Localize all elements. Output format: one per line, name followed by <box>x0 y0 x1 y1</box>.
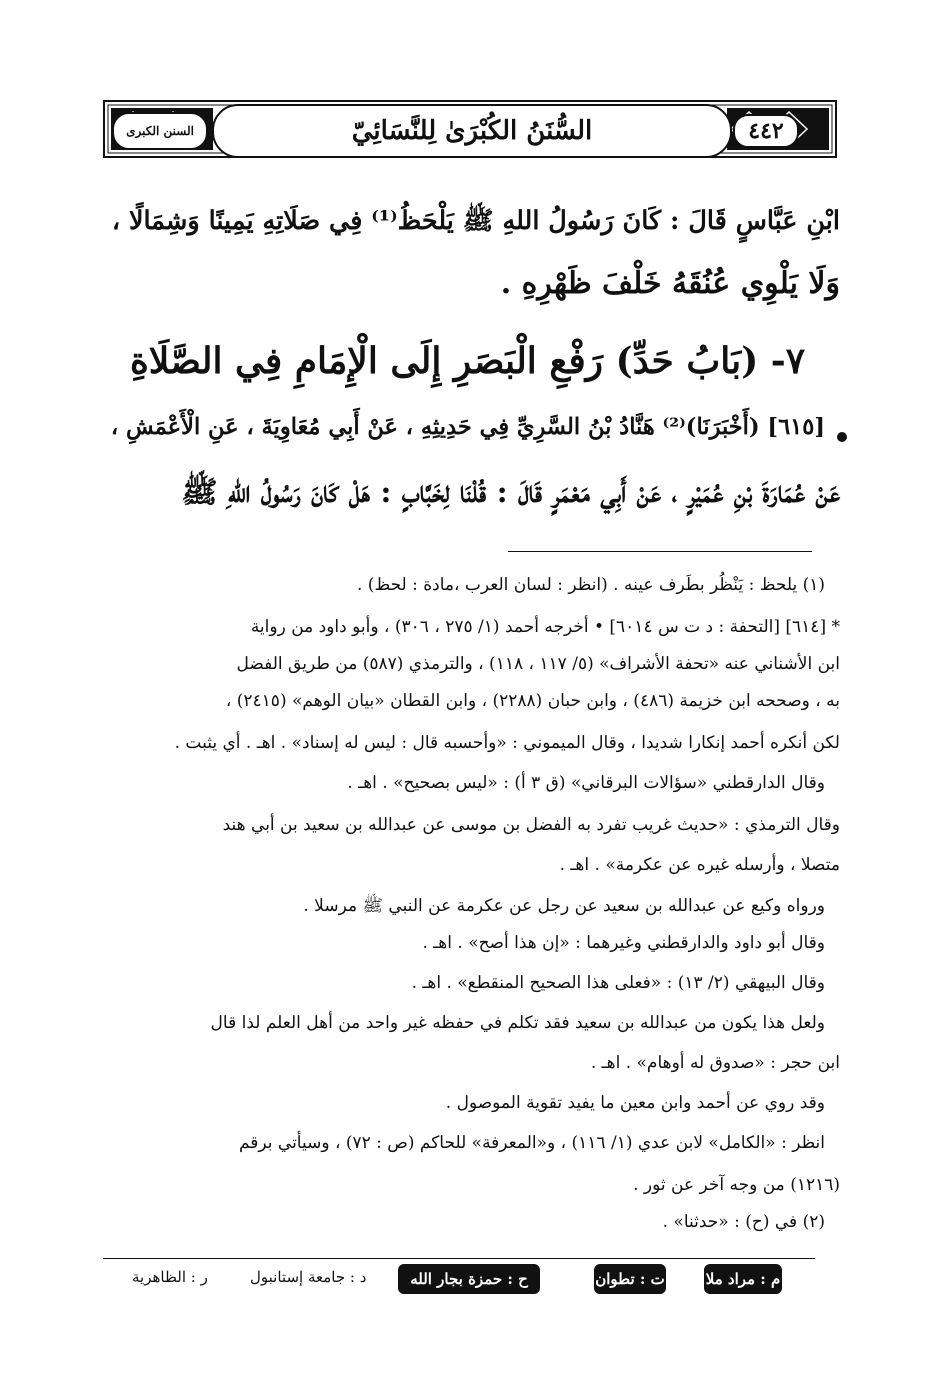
footnote-line: (١٢١٦) من وجه آخر عن ثور . <box>633 1175 840 1195</box>
footnote-2: (٢) في (ح) : «حدثنا» . <box>662 1212 825 1232</box>
footnote-line: وقال الترمذي : «حديث غريب تفرد به الفضل بن موسى عن عبدالله بن سعيد بن أبي هند <box>222 815 840 835</box>
footnote-line: انظر : «الكامل» لابن عدي (١/ ١١٦) ، و«المعرفة» للحاكم (ص : ٧٢) ، وسيأتي برقم <box>238 1133 825 1153</box>
footnote-line: وقال الدارقطني «سؤالات البرقاني» (ق ٣ أ) : «ليس بصحيح» . اهـ . <box>347 773 825 793</box>
manuscript-label-r: ر : الظاهرية <box>132 1268 208 1286</box>
manuscript-badge-m: م : مراد ملا <box>704 1264 782 1294</box>
main-text-line-2: وَلَا يَلْوِي عُنُقَهُ خَلْفَ ظَهْرِهِ . <box>500 266 840 301</box>
footnote-separator <box>508 551 812 552</box>
footnote-line: وقد روي عن أحمد وابن معين ما يفيد تقوية الموصول . <box>445 1093 825 1113</box>
page-number-text: ٤٤٢ <box>748 118 784 144</box>
manuscript-label-d: د : جامعة إستانبول <box>250 1268 367 1286</box>
footnote-line: * [٦١٤] [التحفة : د ت س ٦٠١٤] • أخرجه أحمد (١/ ٢٧٥ ، ٣٠٦) ، وأبو داود من رواية <box>250 617 840 637</box>
book-title: السُّنَنُ الكُبْرَىٰ لِلنَّسَائِيّ <box>351 116 593 146</box>
bottom-separator <box>103 1258 815 1259</box>
main-text-line-4: عَنْ عُمَارَةَ بْنِ عُمَيْرٍ ، عَنْ أَبِي مَعْمَرٍ قَالَ : قُلْنَا لِخَبَّابٍ : هَلْ كَانَ رَسُولُ اللهِ ﷺ <box>181 475 840 510</box>
main-text-line-1: ابْنِ عَبَّاسٍ قَالَ : كَانَ رَسُولُ اللهِ ﷺ يَلْحَظُ⁽¹⁾ فِي صَلَاتِهِ يَمِينًا وَشِمَالًا ، <box>111 206 840 236</box>
book-logo <box>112 112 208 150</box>
footnote-line: ورواه وكيع عن عبدالله بن سعيد عن رجل عن عكرمة عن النبي ﷺ مرسلا . <box>303 896 825 916</box>
footnote-line: وقال البيهقي (٢/ ١٣) : «فعلى هذا الصحيح المنقطع» . اهـ . <box>411 973 825 993</box>
page-number <box>733 114 799 148</box>
header-title-band <box>212 104 732 158</box>
footnote-line: به ، وصححه ابن خزيمة (٤٨٦) ، وابن حبان (٢٢٨٨) ، وابن القطان «بيان الوهم» (٢٤١٥) ، <box>225 691 840 711</box>
manuscript-badge-t: ت : تطوان <box>594 1264 666 1294</box>
footnote-line: لكن أنكره أحمد إنكارا شديدا ، وقال الميموني : «وأحسبه قال : ليس له إسناد» . اهـ . أي يثبت . <box>174 733 840 753</box>
main-text-line-3: [٦١٥] (أَخْبَرَنَا)⁽²⁾ هَنَّادُ بْنُ السَّرِيِّ فِي حَدِيثِهِ ، عَنْ أَبِي مُعَاوِيَةَ ، عَنِ الْأَعْمَشِ ، <box>110 414 825 440</box>
footnote-1: (١) يلحظ : يَنْظُر بطَرف عينه . (انظر : لسان العرب ،مادة : لحظ) . <box>357 575 825 595</box>
hadith-bullet <box>837 432 847 442</box>
logo-text: السنن الكبرى <box>126 124 194 138</box>
footnote-line: وقال أبو داود والدارقطني وغيرهما : «إن هذا أصح» . اهـ . <box>422 933 825 953</box>
manuscript-badge-h: ح : حمزة بجار الله <box>398 1264 540 1294</box>
chapter-heading: ٧- (بَابُ حَدِّ) رَفْعِ الْبَصَرِ إِلَى الْإِمَامِ فِي الصَّلَاةِ <box>129 340 806 382</box>
footnote-line: ابن حجر : «صدوق له أوهام» . اهـ . <box>590 1053 840 1073</box>
footnote-line: متصلا ، وأرسله غيره عن عكرمة» . اهـ . <box>559 855 840 875</box>
footnote-line: ابن الأشناني عنه «تحفة الأشراف» (٥/ ١١٧ ، ١١٨) ، والترمذي (٥٨٧) من طريق الفضل <box>236 654 840 674</box>
footnote-line: ولعل هذا يكون من عبدالله بن سعيد فقد تكلم في حفظه غير واحد من أهل العلم لذا قال <box>210 1013 825 1033</box>
